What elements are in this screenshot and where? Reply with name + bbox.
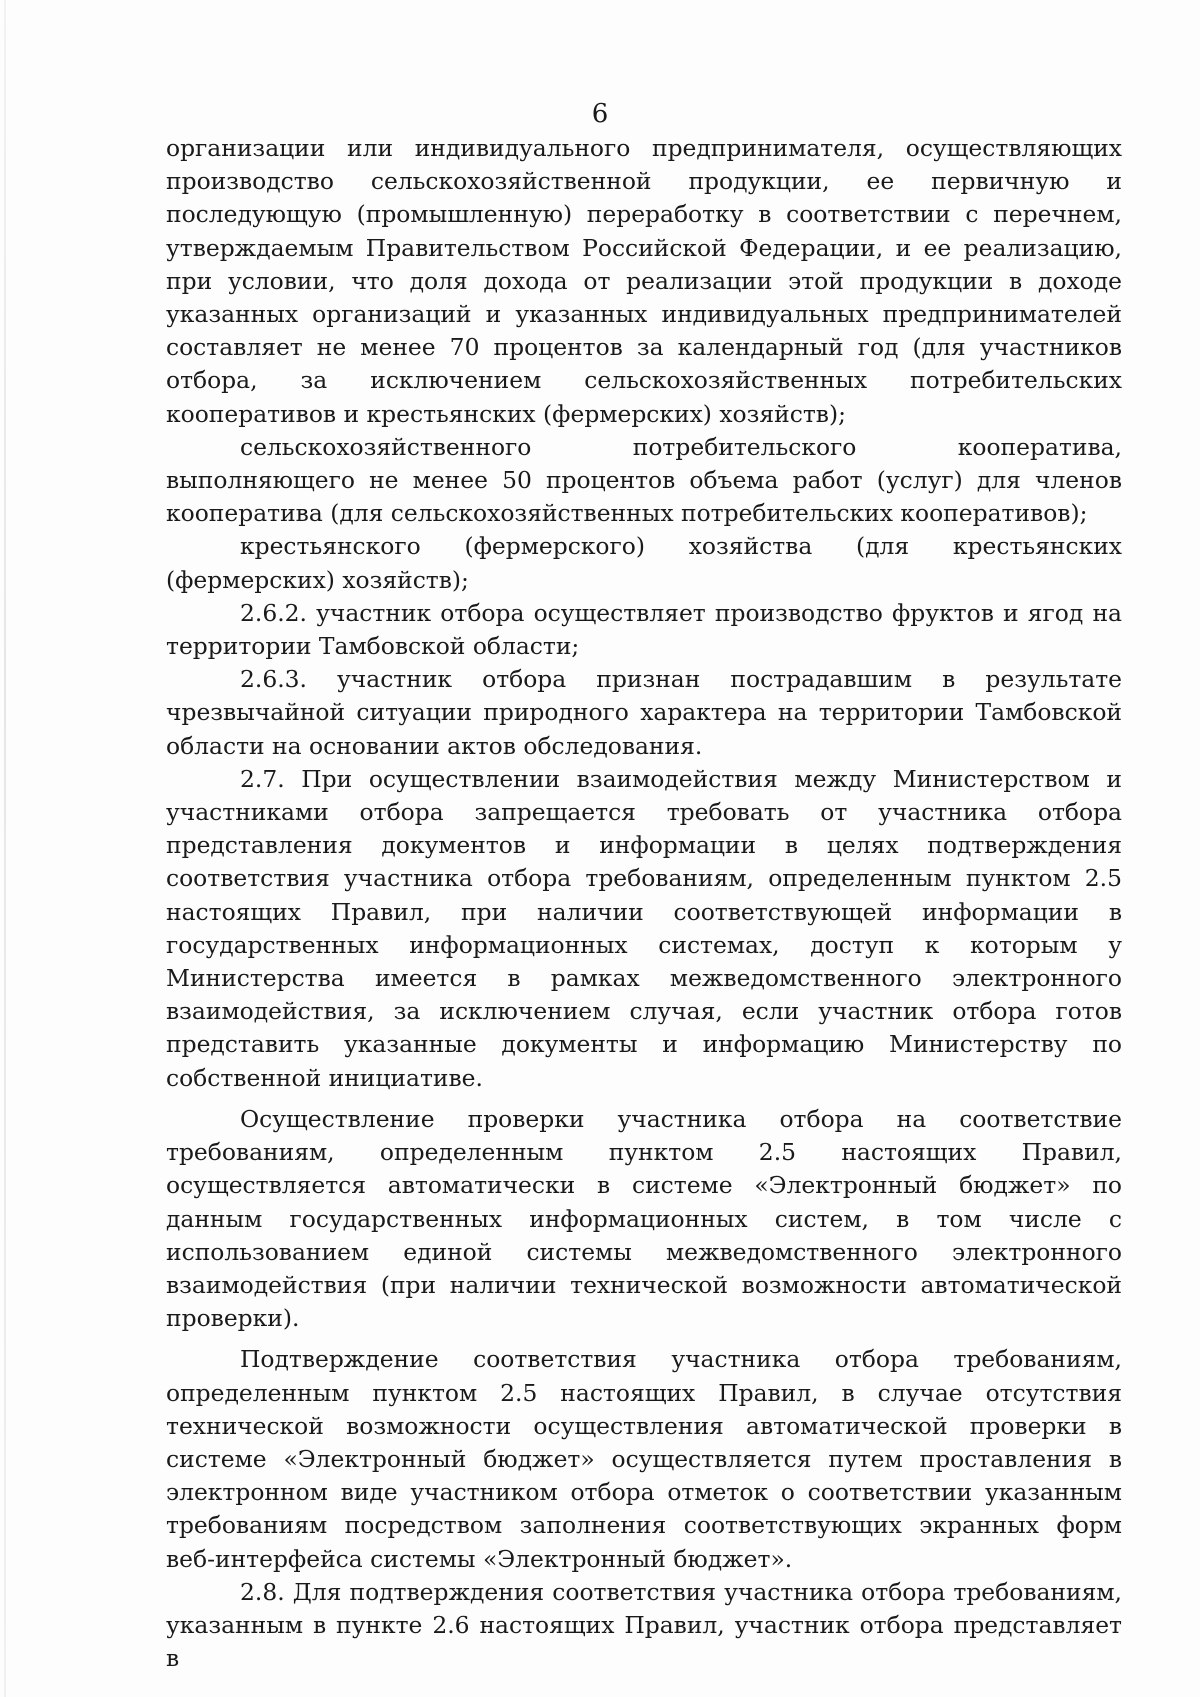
- paragraph-cooperative: сельскохозяйственного потребительского кооператива, выполняющего не менее 50 процентов объема работ (услуг) для членов кооператива (для сельскохозяйственных потребительских кооперативов);: [166, 432, 1122, 528]
- paragraph-automatic-check: Осуществление проверки участника отбора на соответствие требованиям, определенным пунктом 2.5 настоящих Правил, осуществляется автоматически в системе «Электронный бюджет» по данным государственных информационных систем, в том числе с использованием единой системы межведомственного электронного взаимодействия (при наличии технической возможности автоматической проверки).: [166, 1104, 1122, 1333]
- paragraph-2-8: 2.8. Для подтверждения соответствия участника отбора требованиям, указанным в пункте 2.6 настоящих Правил, участник отбора представляет в: [166, 1577, 1122, 1673]
- page-number: 6: [591, 99, 609, 129]
- paragraph-confirmation: Подтверждение соответствия участника отбора требованиям, определенным пунктом 2.5 настоящих Правил, в случае отсутствия технической возможности осуществления автоматической проверки в системе «Электронный бюджет» осуществляется путем проставления в электронном виде участником отбора отметок о соответствии указанным требованиям посредством заполнения соответствующих экранных форм веб-интерфейса системы «Электронный бюджет».: [166, 1345, 1122, 1573]
- paragraph-2-6-2: 2.6.2. участник отбора осуществляет производство фруктов и ягод на территории Тамбовской области;: [166, 598, 1122, 661]
- paragraph-continuation: организации или индивидуального предпринимателя, осуществляющих производство сельскохозяйственной продукции, ее первичную и последующую (промышленную) переработку в соответствии с перечнем, утверждаемым Правительством Российской Федерации, и ее реализацию, при условии, что доля дохода от реализации этой продукции в доходе указанных организаций и указанных индивидуальных предпринимателей составляет не менее 70 процентов за календарный год (для участников отбора, за исключением сельскохозяйственных потребительских кооперативов и крестьянских (фермерских) хозяйств);: [166, 134, 1122, 428]
- document-body: [166, 132, 1122, 1675]
- paragraph-farm: крестьянского (фермерского) хозяйства (для крестьянских (фермерских) хозяйств);: [166, 532, 1122, 594]
- scan-edge-shadow: [4, 0, 6, 1697]
- paragraph-2-7: 2.7. При осуществлении взаимодействия между Министерством и участниками отбора запрещается требовать от участника отбора представления документов и информации в целях подтверждения соответствия участника отбора требованиям, определенным пунктом 2.5 настоящих Правил, при наличии соответствующей информации в государственных информационных системах, доступ к которым у Министерства имеется в рамках межведомственного электронного взаимодействия, за исключением случая, если участник отбора готов представить указанные документы и информацию Министерству по собственной инициативе.: [166, 764, 1122, 1092]
- paragraph-2-6-3: 2.6.3. участник отбора признан пострадавшим в результате чрезвычайной ситуации природного характера на территории Тамбовской области на основании актов обследования.: [166, 665, 1122, 760]
